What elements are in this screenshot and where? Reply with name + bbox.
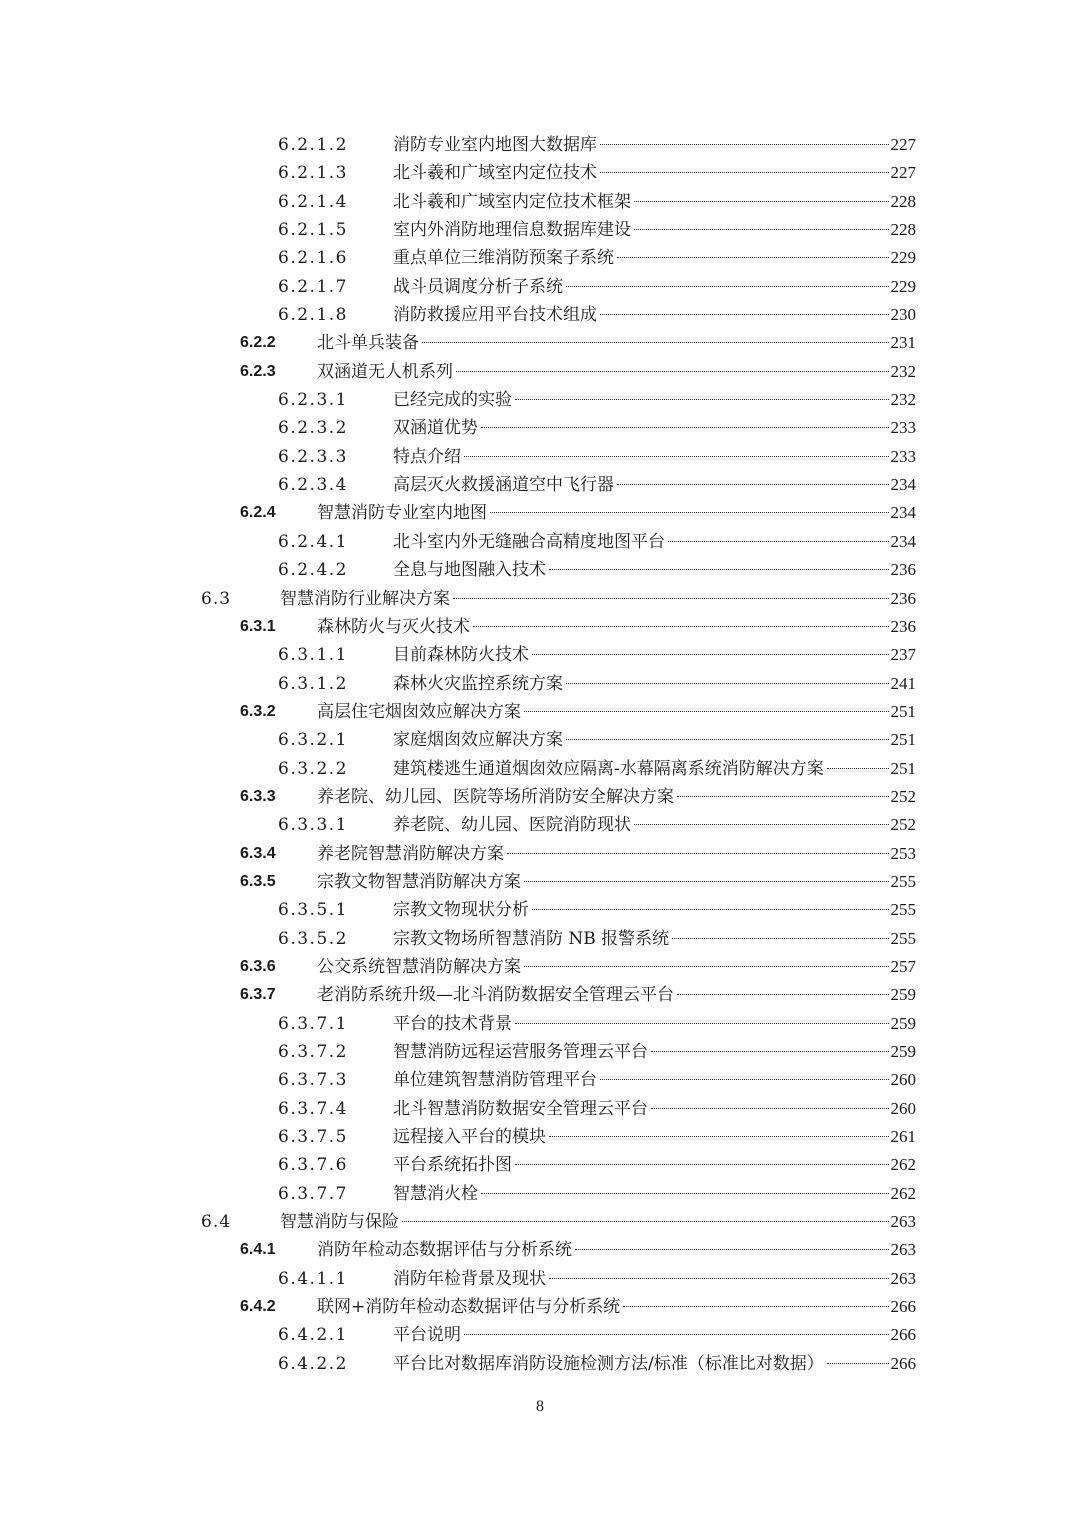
toc-entry[interactable] — [0, 216, 1080, 244]
toc-entry-title: 森林火灾监控系统方案 — [393, 673, 563, 694]
table-of-contents — [0, 131, 1080, 1378]
toc-entry-page: 259 — [890, 1013, 916, 1033]
toc-dot-leader — [524, 966, 889, 967]
toc-entry-number: 6.2.3.3 — [278, 446, 348, 467]
toc-entry-page: 234 — [890, 503, 916, 523]
toc-entry-page: 236 — [890, 588, 916, 608]
toc-entry-number: 6.2.4 — [240, 504, 276, 522]
toc-entry[interactable] — [0, 159, 1080, 187]
toc-entry[interactable] — [0, 556, 1080, 584]
toc-dot-leader — [672, 938, 888, 939]
toc-entry-number: 6.3.3 — [240, 787, 276, 805]
toc-entry-title: 智慧消防行业解决方案 — [280, 588, 450, 609]
toc-entry[interactable] — [0, 868, 1080, 896]
toc-entry-page: 234 — [890, 475, 916, 495]
toc-entry-page: 259 — [890, 985, 916, 1005]
toc-entry-title: 平台说明 — [393, 1325, 461, 1346]
toc-entry-title: 养老院、幼儿园、医院消防现状 — [393, 815, 631, 836]
toc-entry-title: 重点单位三维消防预案子系统 — [393, 248, 614, 269]
toc-entry-title: 建筑楼逃生通道烟囱效应隔离-水幕隔离系统消防解决方案 — [393, 758, 824, 779]
toc-entry-page: 255 — [890, 900, 916, 920]
toc-entry-page: 251 — [890, 758, 916, 778]
toc-entry-body — [393, 131, 916, 159]
toc-dot-leader — [600, 144, 889, 145]
toc-entry-body — [393, 188, 916, 216]
toc-entry[interactable] — [0, 301, 1080, 329]
toc-dot-leader — [677, 994, 889, 995]
toc-entry-page: 236 — [890, 616, 916, 636]
toc-entry-body — [393, 471, 916, 499]
toc-entry-number: 6.2.2 — [240, 334, 276, 352]
toc-entry-body — [280, 585, 916, 613]
toc-entry[interactable] — [0, 358, 1080, 386]
toc-entry-title: 双涵道无人机系列 — [317, 361, 453, 382]
toc-entry-page: 236 — [890, 560, 916, 580]
toc-entry[interactable] — [0, 981, 1080, 1009]
toc-entry-page: 253 — [890, 843, 916, 863]
toc-dot-leader — [490, 512, 889, 513]
toc-entry-number: 6.2.1.2 — [278, 135, 348, 155]
toc-entry-title: 公交系统智慧消防解决方案 — [317, 956, 521, 977]
toc-entry-title: 全息与地图融入技术 — [393, 560, 546, 581]
toc-entry-body — [317, 868, 916, 896]
toc-entry-number: 6.2.1.8 — [278, 305, 348, 326]
toc-entry-number: 6.2.1.3 — [278, 163, 348, 184]
toc-entry-number: 6.2.4.1 — [278, 531, 348, 552]
toc-dot-leader — [566, 683, 889, 684]
toc-entry-page: 262 — [890, 1183, 916, 1203]
toc-entry[interactable] — [0, 131, 1080, 159]
toc-entry-body — [393, 301, 916, 329]
toc-entry-number: 6.3.1 — [240, 617, 276, 635]
toc-entry-body — [317, 329, 916, 357]
toc-entry-number: 6.2.1.4 — [278, 191, 348, 212]
page-number: 8 — [536, 1398, 544, 1415]
toc-entry-title: 北斗智慧消防数据安全管理云平台 — [393, 1098, 648, 1119]
toc-entry-page: 255 — [890, 928, 916, 948]
toc-entry-page: 266 — [890, 1325, 916, 1345]
toc-entry-body — [393, 1066, 916, 1094]
toc-dot-leader — [473, 626, 889, 627]
toc-entry-title: 宗教文物场所智慧消防 NB 报警系统 — [393, 928, 670, 949]
toc-entry-title: 智慧消防专业室内地图 — [317, 503, 487, 524]
toc-entry-number: 6.3.5 — [240, 872, 276, 890]
toc-entry-body — [393, 1095, 916, 1123]
toc-entry-page: 228 — [890, 191, 916, 211]
toc-dot-leader — [566, 286, 889, 287]
toc-dot-leader — [422, 342, 889, 343]
toc-entry-page: 263 — [890, 1268, 916, 1288]
toc-entry[interactable] — [0, 1321, 1080, 1349]
toc-entry-number: 6.3.1.1 — [278, 645, 348, 666]
toc-entry-title: 高层灭火救援涵道空中飞行器 — [393, 475, 614, 496]
toc-entry-title: 老消防系统升级—北斗消防数据安全管理云平台 — [317, 985, 674, 1006]
toc-dot-leader — [623, 1306, 888, 1307]
toc-entry-number: 6.2.1.7 — [278, 276, 348, 297]
toc-entry-body — [317, 953, 916, 981]
toc-dot-leader — [651, 1051, 889, 1052]
toc-dot-leader — [524, 711, 889, 712]
toc-entry-page: 233 — [890, 418, 916, 438]
toc-entry-title: 平台系统拓扑图 — [393, 1155, 512, 1176]
toc-entry-page: 259 — [890, 1042, 916, 1061]
toc-dot-leader — [515, 1164, 889, 1165]
toc-entry-page: 230 — [890, 305, 916, 325]
toc-entry-page: 232 — [890, 361, 916, 381]
toc-entry-number: 6.2.1.6 — [278, 248, 348, 269]
toc-dot-leader — [453, 598, 889, 599]
toc-entry-number: 6.4.2.2 — [278, 1353, 348, 1374]
toc-entry[interactable] — [0, 1293, 1080, 1321]
toc-entry-page: 232 — [890, 390, 916, 410]
toc-dot-leader — [532, 909, 889, 910]
toc-entry-page: 260 — [890, 1098, 916, 1118]
toc-entry-title: 室内外消防地理信息数据库建设 — [393, 220, 631, 241]
toc-entry-body — [317, 1236, 916, 1264]
toc-entry-number: 6.3.2 — [240, 702, 276, 720]
toc-entry-page: 262 — [890, 1155, 916, 1175]
toc-entry-body — [393, 414, 916, 442]
toc-dot-leader — [402, 1221, 889, 1222]
toc-entry-title: 智慧消防与保险 — [280, 1212, 399, 1233]
toc-entry-number: 6.3.1.2 — [278, 673, 348, 694]
toc-entry[interactable] — [0, 499, 1080, 527]
toc-entry-page: 257 — [890, 956, 916, 976]
toc-entry-number: 6.3.7.5 — [278, 1127, 348, 1148]
toc-entry-page: 263 — [890, 1240, 916, 1260]
toc-entry-title: 宗教文物智慧消防解决方案 — [317, 871, 521, 892]
toc-entry[interactable] — [0, 471, 1080, 499]
toc-entry-number: 6.3.7.4 — [278, 1098, 348, 1119]
toc-entry-page: 227 — [890, 163, 916, 183]
toc-entry-number: 6.3.7 — [240, 986, 276, 1004]
toc-entry-title: 宗教文物现状分析 — [393, 900, 529, 921]
toc-entry-page: 241 — [890, 673, 916, 693]
toc-dot-leader — [515, 399, 889, 400]
toc-entry-number: 6.3.5.1 — [278, 900, 348, 921]
toc-entry[interactable] — [0, 925, 1080, 953]
toc-dot-leader — [481, 427, 889, 428]
toc-entry-body — [317, 613, 916, 641]
toc-dot-leader — [668, 541, 889, 542]
toc-entry[interactable] — [0, 783, 1080, 811]
toc-entry[interactable] — [0, 896, 1080, 924]
toc-entry-number: 6.2.1.5 — [278, 220, 348, 241]
toc-entry-page: 266 — [890, 1353, 916, 1373]
toc-entry-body — [393, 244, 916, 272]
toc-dot-leader — [532, 654, 889, 655]
toc-entry-body — [317, 1293, 916, 1321]
toc-entry-title: 森林防火与灭火技术 — [317, 616, 470, 637]
toc-dot-leader — [524, 881, 889, 882]
toc-entry-number: 6.3.2.1 — [278, 730, 348, 751]
toc-entry-title: 单位建筑智慧消防管理平台 — [393, 1070, 597, 1091]
toc-entry-title: 消防救援应用平台技术组成 — [393, 305, 597, 326]
toc-entry-page: 251 — [890, 730, 916, 750]
toc-entry-body — [393, 896, 916, 924]
toc-entry-page: 228 — [890, 220, 916, 240]
toc-entry-title: 智慧消防远程运营服务管理云平台 — [393, 1042, 648, 1062]
toc-entry-page: 260 — [890, 1070, 916, 1090]
toc-entry-number: 6.2.3.1 — [278, 390, 348, 411]
toc-entry[interactable] — [0, 414, 1080, 442]
toc-entry[interactable] — [0, 811, 1080, 839]
toc-entry-page: 261 — [890, 1127, 916, 1147]
toc-entry-page: 231 — [890, 333, 916, 353]
toc-entry[interactable] — [0, 1123, 1080, 1151]
toc-entry-number: 6.2.3.4 — [278, 475, 348, 496]
toc-entry-number: 6.3.7.2 — [278, 1042, 348, 1062]
toc-dot-leader — [651, 1108, 889, 1109]
toc-entry[interactable] — [0, 1236, 1080, 1264]
toc-entry[interactable] — [0, 1265, 1080, 1293]
toc-entry-body — [393, 1038, 916, 1066]
toc-dot-leader — [481, 1193, 889, 1194]
toc-dot-leader — [549, 1278, 889, 1279]
toc-entry-body — [393, 1321, 916, 1349]
toc-entry-body — [393, 216, 916, 244]
toc-entry-title: 平台比对数据库消防设施检测方法/标准（标准比对数据） — [393, 1353, 824, 1374]
toc-entry-number: 6.3.7.1 — [278, 1013, 348, 1034]
toc-entry-page: 252 — [890, 786, 916, 806]
toc-entry[interactable] — [0, 953, 1080, 981]
toc-entry[interactable] — [0, 641, 1080, 669]
toc-entry-body — [317, 840, 916, 868]
toc-entry-page: 234 — [890, 531, 916, 551]
toc-dot-leader — [456, 371, 889, 372]
toc-entry-number: 6.4.2 — [240, 1298, 276, 1316]
toc-entry-page: 263 — [890, 1212, 916, 1232]
toc-dot-leader — [464, 456, 889, 457]
toc-dot-leader — [617, 484, 889, 485]
toc-entry-page: 252 — [890, 815, 916, 835]
toc-entry-number: 6.4.1.1 — [278, 1268, 348, 1289]
toc-entry[interactable] — [0, 443, 1080, 471]
toc-entry-number: 6.3.5.2 — [278, 928, 348, 949]
toc-entry-body — [393, 641, 916, 669]
toc-entry-title: 北斗单兵装备 — [317, 333, 419, 354]
toc-entry-body — [393, 273, 916, 301]
toc-entry[interactable] — [0, 273, 1080, 301]
toc-entry[interactable] — [0, 840, 1080, 868]
toc-entry-number: 6.3.7.7 — [278, 1183, 348, 1204]
toc-entry-title: 家庭烟囱效应解决方案 — [393, 730, 563, 751]
toc-entry-page: 233 — [890, 446, 916, 466]
toc-dot-leader — [827, 1363, 889, 1364]
toc-dot-leader — [634, 229, 889, 230]
toc-entry-title: 远程接入平台的模块 — [393, 1127, 546, 1148]
toc-entry-title: 北斗室内外无缝融合高精度地图平台 — [393, 531, 665, 552]
toc-entry[interactable] — [0, 1208, 1080, 1236]
toc-entry[interactable] — [0, 1350, 1080, 1378]
toc-entry-number: 6.3.4 — [240, 844, 276, 862]
toc-entry-title: 北斗羲和广域室内定位技术框架 — [393, 191, 631, 212]
toc-dot-leader — [677, 796, 889, 797]
toc-entry-body — [393, 925, 916, 953]
toc-entry[interactable] — [0, 188, 1080, 216]
toc-entry-title: 消防年检动态数据评估与分析系统 — [317, 1240, 572, 1261]
toc-dot-leader — [634, 201, 889, 202]
toc-entry-number: 6.2.4.2 — [278, 560, 348, 581]
toc-entry[interactable] — [0, 1038, 1080, 1066]
toc-entry-page: 227 — [890, 135, 916, 154]
toc-entry-page: 251 — [890, 701, 916, 721]
toc-entry-title: 战斗员调度分析子系统 — [393, 276, 563, 297]
toc-dot-leader — [600, 172, 889, 173]
toc-entry-page: 229 — [890, 276, 916, 296]
toc-dot-leader — [515, 1023, 889, 1024]
toc-entry-title: 平台的技术背景 — [393, 1013, 512, 1034]
toc-entry-body — [317, 698, 916, 726]
toc-entry-title: 联网+消防年检动态数据评估与分析系统 — [317, 1297, 621, 1318]
toc-entry[interactable] — [0, 1095, 1080, 1123]
toc-entry-page: 255 — [890, 871, 916, 891]
toc-entry-body — [393, 159, 916, 187]
toc-dot-leader — [600, 314, 889, 315]
toc-entry[interactable] — [0, 755, 1080, 783]
toc-entry-number: 6.4.2.1 — [278, 1325, 348, 1346]
toc-entry-title: 养老院智慧消防解决方案 — [317, 843, 504, 864]
toc-entry-title: 已经完成的实验 — [393, 390, 512, 411]
toc-entry-body — [393, 1265, 916, 1293]
toc-entry[interactable] — [0, 726, 1080, 754]
toc-entry-title: 北斗羲和广域室内定位技术 — [393, 163, 597, 184]
toc-entry-body — [393, 755, 916, 783]
toc-entry-number: 6.4.1 — [240, 1241, 276, 1259]
toc-dot-leader — [617, 257, 889, 258]
toc-entry-body — [393, 670, 916, 698]
toc-entry[interactable] — [0, 613, 1080, 641]
toc-entry-body — [393, 811, 916, 839]
toc-entry[interactable] — [0, 585, 1080, 613]
toc-dot-leader — [827, 768, 889, 769]
toc-entry-body — [393, 386, 916, 414]
toc-entry[interactable] — [0, 1151, 1080, 1179]
toc-entry-number: 6.2.3.2 — [278, 418, 348, 439]
toc-dot-leader — [507, 853, 889, 854]
toc-entry-body — [317, 783, 916, 811]
toc-entry-title: 养老院、幼儿园、医院等场所消防安全解决方案 — [317, 786, 674, 807]
toc-dot-leader — [549, 569, 889, 570]
toc-entry-title: 消防专业室内地图大数据库 — [393, 135, 597, 155]
toc-entry[interactable] — [0, 1010, 1080, 1038]
toc-entry-number: 6.3.7.3 — [278, 1070, 348, 1091]
toc-entry[interactable] — [0, 1180, 1080, 1208]
toc-entry-title: 目前森林防火技术 — [393, 645, 529, 666]
toc-entry[interactable] — [0, 244, 1080, 272]
toc-entry-body — [317, 981, 916, 1009]
toc-entry-number: 6.3.3.1 — [278, 815, 348, 836]
toc-entry-body — [393, 443, 916, 471]
toc-entry[interactable] — [0, 1066, 1080, 1094]
toc-entry-page: 266 — [890, 1297, 916, 1317]
toc-entry-body — [317, 358, 916, 386]
toc-dot-leader — [575, 1249, 889, 1250]
toc-entry[interactable] — [0, 670, 1080, 698]
toc-entry-body — [393, 1123, 916, 1151]
toc-entry-body — [317, 499, 916, 527]
toc-entry-number: 6.2.3 — [240, 362, 276, 380]
toc-entry-body — [393, 1151, 916, 1179]
toc-entry[interactable] — [0, 386, 1080, 414]
toc-entry[interactable] — [0, 528, 1080, 556]
toc-entry-number: 6.3.6 — [240, 957, 276, 975]
toc-dot-leader — [600, 1079, 889, 1080]
toc-entry-page: 229 — [890, 248, 916, 268]
toc-entry-body — [280, 1208, 916, 1236]
toc-entry[interactable] — [0, 698, 1080, 726]
toc-dot-leader — [464, 1334, 889, 1335]
toc-entry-body — [393, 1010, 916, 1038]
toc-dot-leader — [634, 824, 889, 825]
toc-entry-body — [393, 556, 916, 584]
toc-entry[interactable] — [0, 329, 1080, 357]
toc-entry-body — [393, 528, 916, 556]
toc-entry-page: 237 — [890, 645, 916, 665]
toc-entry-body — [393, 1350, 916, 1378]
toc-entry-title: 消防年检背景及现状 — [393, 1268, 546, 1289]
toc-dot-leader — [566, 739, 889, 740]
toc-dot-leader — [549, 1136, 889, 1137]
toc-entry-number: 6.3.2.2 — [278, 758, 348, 779]
toc-entry-title: 双涵道优势 — [393, 418, 478, 439]
toc-entry-number: 6.3 — [201, 588, 232, 609]
toc-entry-title: 智慧消火栓 — [393, 1183, 478, 1204]
toc-entry-number: 6.3.7.6 — [278, 1155, 348, 1176]
toc-entry-body — [393, 1180, 916, 1208]
toc-entry-title: 特点介绍 — [393, 446, 461, 467]
toc-entry-body — [393, 726, 916, 754]
toc-entry-number: 6.4 — [201, 1212, 232, 1233]
toc-entry-title: 高层住宅烟囱效应解决方案 — [317, 701, 521, 722]
